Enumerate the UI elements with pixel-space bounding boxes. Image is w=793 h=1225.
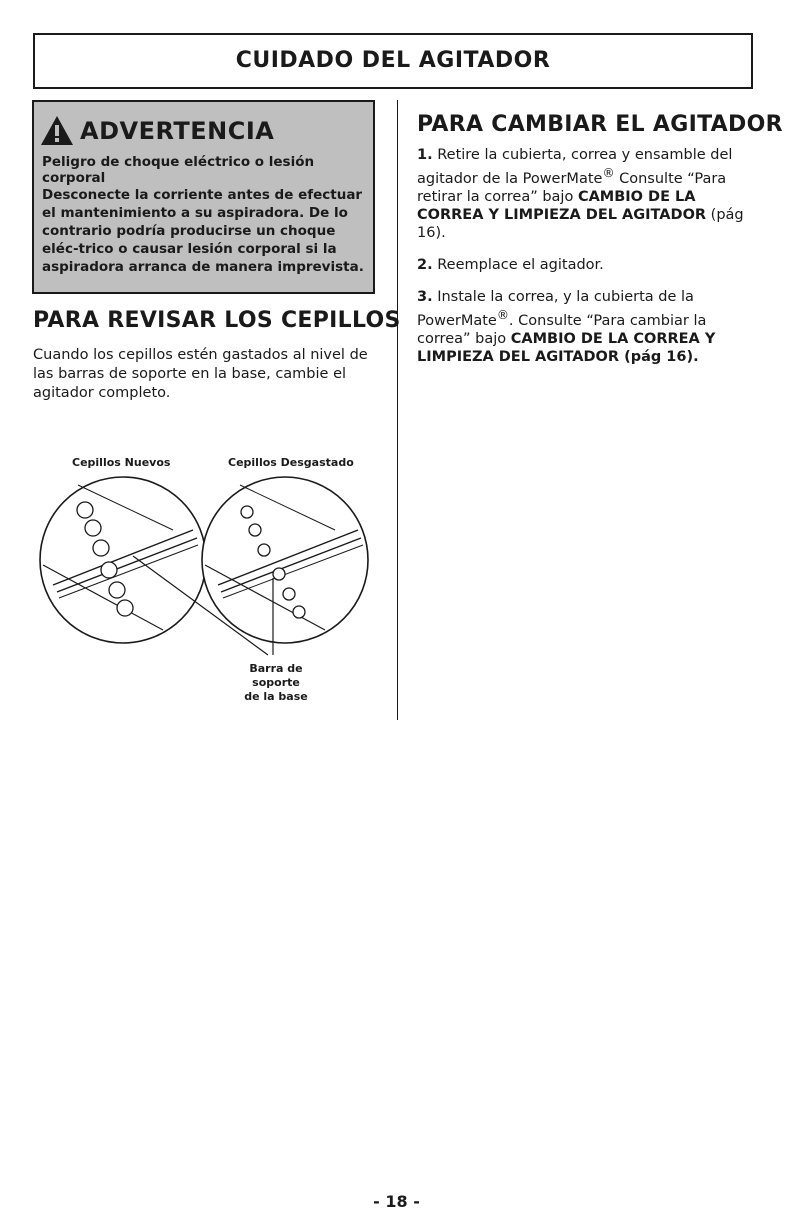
step-2: 2. Reemplace el agitador. [417, 256, 604, 273]
label-new-brushes: Cepillos Nuevos [72, 456, 171, 469]
warning-header [40, 108, 274, 154]
support-bar-label: Barra de soporte de la base [244, 662, 308, 703]
brush-illustration [33, 470, 378, 670]
column-divider [397, 100, 398, 720]
page-title: CUIDADO DEL AGITADOR [235, 48, 551, 73]
label-worn-brushes: Cepillos Desgastado [228, 456, 354, 469]
step-3: 3. Instale la correa, y la cubierta de la PowerMate®. Consulte “Para cambiar la correa” bajo CAMBIO DE LA CORREA Y LIMPIEZA DEL AGITADOR (pág 16). [417, 288, 716, 365]
worn-brushes-circle [202, 477, 368, 643]
warning-box [32, 100, 375, 294]
new-brushes-circle [40, 477, 206, 643]
step-1: 1. Retire la cubierta, correa y ensamble del agitador de la PowerMate® Consulte “Para retirar la correa” bajo CAMBIO DE LA CORREA Y LIMPIEZA DEL AGITADOR (pág 16). [417, 147, 744, 241]
warning-body: Desconecte la corriente antes de efectuar el mantenimiento a su aspiradora. De lo contrario podría producirse un choque eléc-trico o causar lesión corporal si la aspiradora arranca de manera imprevista. [42, 187, 364, 275]
step-list [417, 146, 747, 380]
left-paragraph: Cuando los cepillos estén gastados al nivel de las barras de soporte en la base, cambie el agitador completo. [33, 347, 368, 401]
title-box [33, 33, 753, 89]
warning-title: ADVERTENCIA [80, 117, 275, 145]
warning-triangle-icon [40, 114, 74, 148]
left-heading: PARA REVISAR LOS CEPILLOS [33, 308, 401, 333]
page-number: - 18 - [373, 1192, 420, 1211]
right-heading: PARA CAMBIAR EL AGITADOR [417, 112, 783, 137]
warning-subtitle: Peligro de choque eléctrico o lesión corporal [42, 154, 315, 186]
